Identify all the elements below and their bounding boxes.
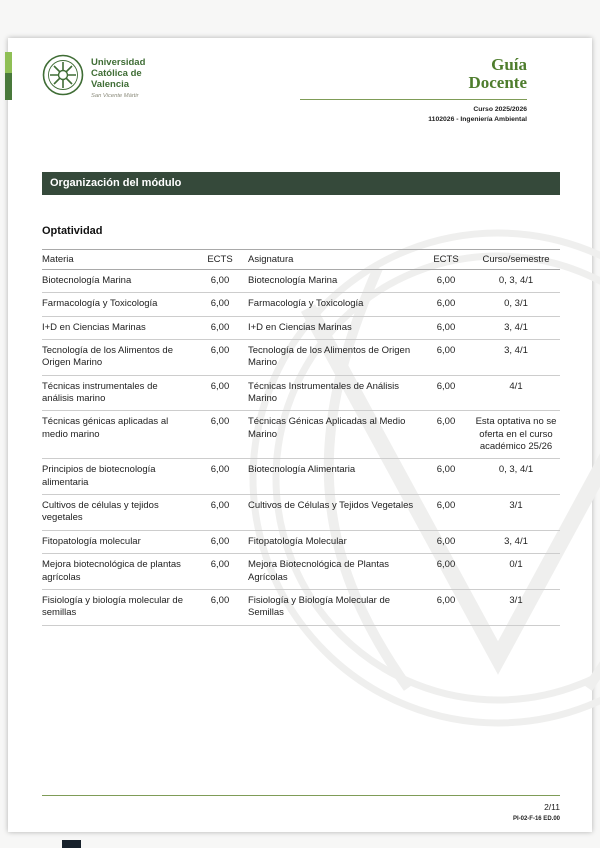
table-cell: Mejora biotecnológica de plantas agrícolas: [42, 554, 192, 590]
table-cell: 6,00: [420, 495, 472, 531]
university-name-line: Valencia: [91, 78, 130, 90]
table-cell: 6,00: [420, 375, 472, 411]
page-content: [8, 38, 592, 626]
table-cell: 3, 4/1: [472, 340, 560, 376]
table-cell: Mejora Biotecnológica de Plantas Agrícolas: [248, 554, 420, 590]
university-emblem-icon: [42, 54, 84, 96]
table-cell: Técnicas Génicas Aplicadas al Medio Marino: [248, 411, 420, 459]
column-header: Materia: [42, 250, 192, 270]
table-cell: 6,00: [420, 316, 472, 339]
table-cell: I+D en Ciencias Marinas: [248, 316, 420, 339]
table-cell: 3/1: [472, 589, 560, 625]
table-cell: Fitopatología molecular: [42, 530, 192, 553]
table-row: [42, 316, 560, 339]
course-year: Curso 2025/2026: [473, 105, 527, 113]
university-name-line: Universidad: [91, 57, 146, 68]
table-row: [42, 270, 560, 293]
table-cell: 3, 4/1: [472, 316, 560, 339]
table-cell: 6,00: [192, 554, 248, 590]
table-cell: 6,00: [192, 316, 248, 339]
document-footer: [42, 795, 560, 822]
table-cell: 6,00: [420, 530, 472, 553]
table-cell: Cultivos de Células y Tejidos Vegetales: [248, 495, 420, 531]
table-cell: Tecnología de los Alimentos de Origen Marino: [248, 340, 420, 376]
table-cell: 6,00: [192, 530, 248, 553]
bottom-edge-artifact: [62, 840, 81, 848]
section-title-bar: Organización del módulo: [42, 172, 560, 195]
table-cell: Principios de biotecnología alimentaria: [42, 459, 192, 495]
table-cell: 6,00: [420, 554, 472, 590]
table-cell: 6,00: [192, 375, 248, 411]
table-cell: 6,00: [192, 459, 248, 495]
document-code: PI-02-F-16 ED.00: [512, 816, 560, 822]
table-row: [42, 530, 560, 553]
document-page: [8, 38, 592, 832]
table-cell: 6,00: [420, 411, 472, 459]
table-cell: 6,00: [420, 459, 472, 495]
university-name-line: Católica de: [91, 67, 142, 79]
table-cell: Fitopatología Molecular: [248, 530, 420, 553]
table-cell: Fisiología y biología molecular de semillas: [42, 589, 192, 625]
table-cell: Fisiología y Biología Molecular de Semillas: [248, 589, 420, 625]
table-cell: Farmacología y Toxicología: [42, 293, 192, 316]
table-cell: 0, 3, 4/1: [472, 270, 560, 293]
table-cell: Cultivos de células y tejidos vegetales: [42, 495, 192, 531]
table-cell: 3/1: [472, 495, 560, 531]
table-cell: 6,00: [192, 411, 248, 459]
table-cell: 6,00: [192, 589, 248, 625]
header-divider: [300, 99, 527, 100]
page-number: 2/11: [544, 802, 560, 812]
table-cell: 6,00: [420, 293, 472, 316]
document-title-line-1: Guía: [491, 55, 527, 74]
table-cell: Esta optativa no se oferta en el curso académico 25/26: [472, 411, 560, 459]
table-cell: Biotecnología Marina: [42, 270, 192, 293]
table-cell: 0, 3, 4/1: [472, 459, 560, 495]
table-cell: 6,00: [192, 495, 248, 531]
table-cell: Farmacología y Toxicología: [248, 293, 420, 316]
table-row: [42, 589, 560, 625]
university-logo: [42, 54, 145, 99]
document-title-block: [300, 54, 560, 126]
column-header: ECTS: [192, 250, 248, 270]
table-cell: Biotecnología Alimentaria: [248, 459, 420, 495]
ribbon-dark-green: [5, 73, 12, 100]
table-row: [42, 375, 560, 411]
table-cell: 6,00: [420, 270, 472, 293]
table-cell: 6,00: [192, 340, 248, 376]
table-cell: Técnicas instrumentales de análisis marino: [42, 375, 192, 411]
table-row: [42, 495, 560, 531]
ribbon-light-green: [5, 52, 12, 73]
optatividad-table: [42, 249, 560, 626]
table-cell: Tecnología de los Alimentos de Origen Marino: [42, 340, 192, 376]
table-cell: Biotecnología Marina: [248, 270, 420, 293]
university-name: [91, 54, 145, 99]
program-name: 1102026 - Ingeniería Ambiental: [428, 116, 527, 124]
table-row: [42, 554, 560, 590]
table-cell: I+D en Ciencias Marinas: [42, 316, 192, 339]
table-row: [42, 411, 560, 459]
column-header: ECTS: [420, 250, 472, 270]
table-row: [42, 459, 560, 495]
column-header: Asignatura: [248, 250, 420, 270]
subsection-heading: Optatividad: [42, 225, 103, 237]
document-header: [42, 54, 560, 136]
page-edge-ribbon: [5, 52, 12, 100]
table-cell: 3, 4/1: [472, 530, 560, 553]
table-row: [42, 340, 560, 376]
table-cell: Técnicas Instrumentales de Análisis Marino: [248, 375, 420, 411]
table-row: [42, 293, 560, 316]
university-tagline: San Vicente Mártir: [91, 92, 139, 99]
table-cell: 4/1: [472, 375, 560, 411]
table-cell: Técnicas génicas aplicadas al medio marino: [42, 411, 192, 459]
table-header-row: [42, 250, 560, 270]
table-cell: 6,00: [420, 589, 472, 625]
footer-divider: [42, 795, 560, 796]
column-header: Curso/semestre: [472, 250, 560, 270]
document-title-line-2: Docente: [468, 73, 527, 93]
table-cell: 6,00: [192, 270, 248, 293]
table-cell: 0, 3/1: [472, 293, 560, 316]
table-cell: 6,00: [192, 293, 248, 316]
table-cell: 0/1: [472, 554, 560, 590]
table-cell: 6,00: [420, 340, 472, 376]
